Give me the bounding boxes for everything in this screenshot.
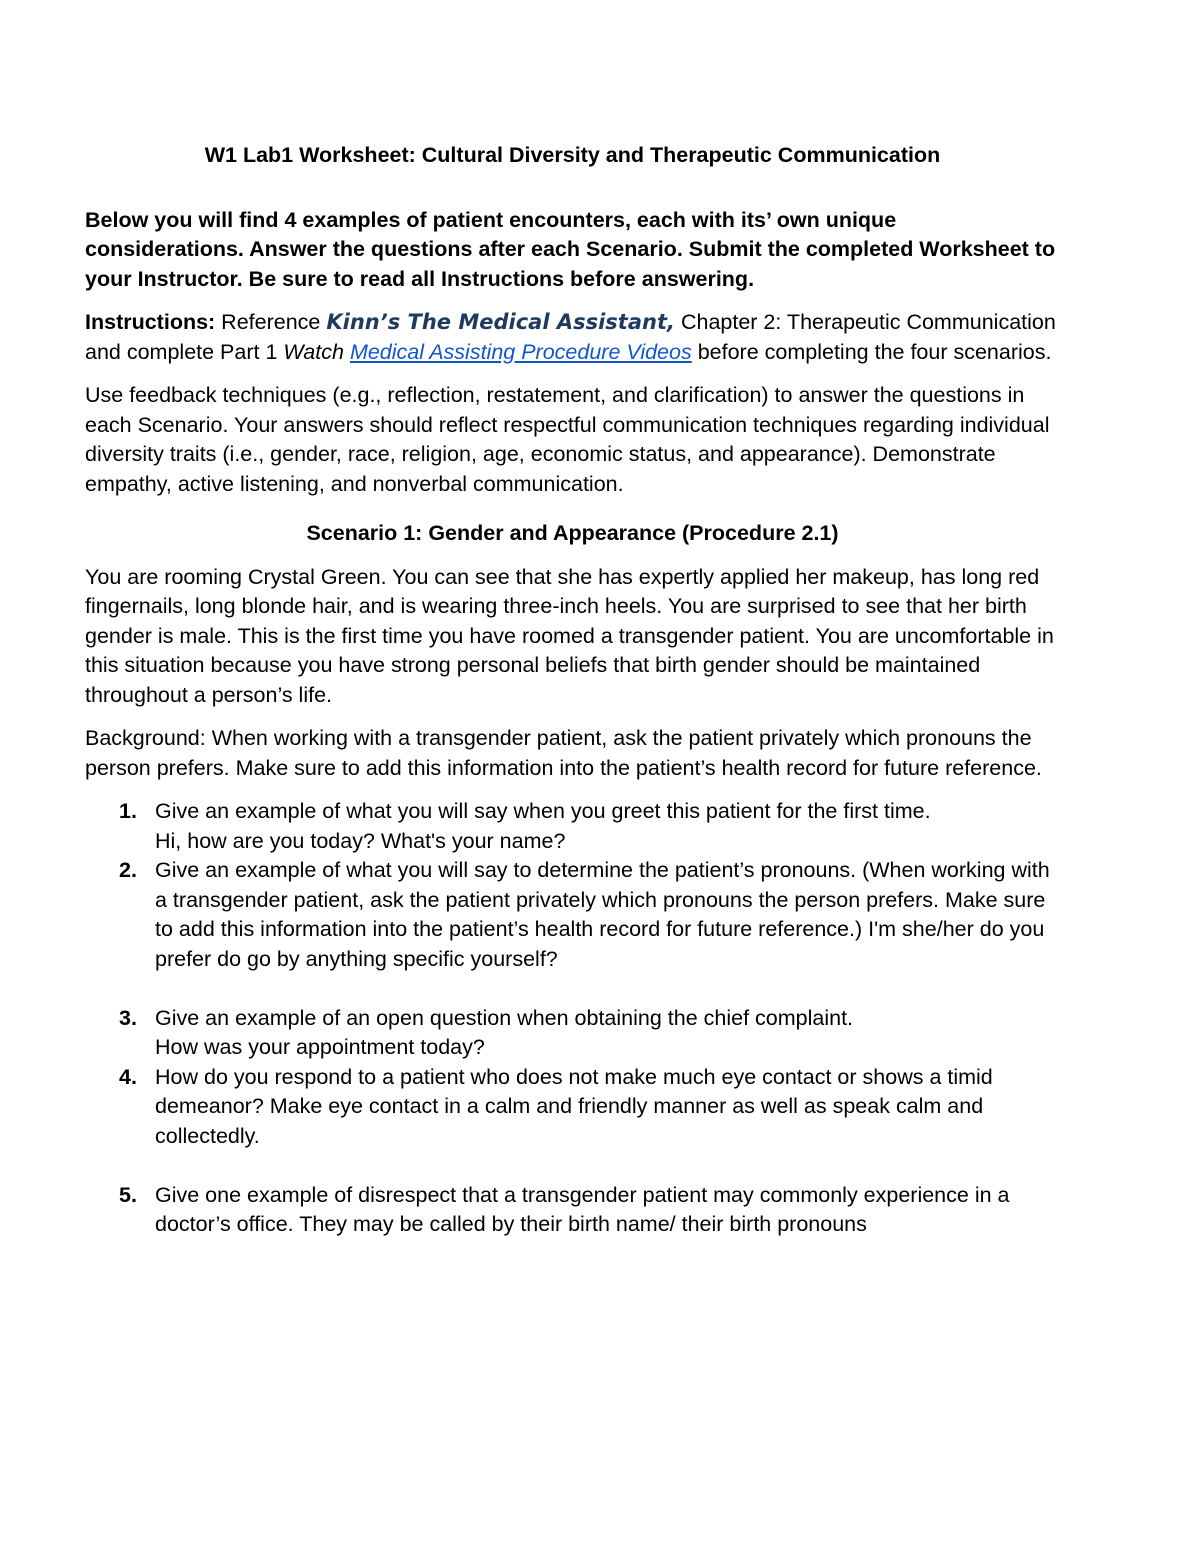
question-item-3 (119, 1004, 1060, 1063)
instructions-paragraph (85, 308, 1060, 367)
intro-paragraph: Below you will find 4 examples of patient encounters, each with its’ own unique considerations. Answer the questions after each Scenario. Submit the completed Worksheet to your Instructor. Be sure to read all Instructions before answering. (85, 207, 1056, 291)
instructions-label: Instructions: (85, 310, 216, 334)
procedure-videos-link[interactable]: Medical Assisting Procedure Videos (349, 339, 692, 364)
answer-text: How was your appointment today? (155, 1035, 485, 1059)
answer-text: Hi, how are you today? What's your name? (155, 828, 566, 853)
instructions-text-1: Reference (215, 310, 327, 334)
question-list (85, 797, 1060, 1240)
scenario-1-background: Background: When working with a transgender patient, ask the patient privately which pronouns the person prefers. Make sure to add this information into the patient’s health record for future reference. (85, 726, 1042, 780)
question-number: 4. (119, 1064, 137, 1089)
instructions-text-3: before completing the four scenarios. (691, 339, 1052, 364)
worksheet-title: W1 Lab1 Worksheet: Cultural Diversity and Therapeutic Communication (204, 143, 941, 167)
question-text: Give an example of an open question when obtaining the chief complaint. (155, 1005, 854, 1030)
question-text: Give one example of disrespect that a transgender patient may commonly experience in a doctor’s office. They may be called by their birth name/ their birth pronouns (155, 1182, 1010, 1236)
scenario-1-description: You are rooming Crystal Green. You can see that she has expertly applied her makeup, has long red fingernails, long blonde hair, and is wearing three-inch heels. You are surprised to see that her birth gender is male. This is the first time you have roomed a transgender patient. You are uncomfortable in this situation because you have strong personal beliefs that birth gender should be maintained throughout a person’s life. (85, 564, 1054, 707)
question-number: 2. (119, 858, 137, 882)
instructions-text-2: Chapter 2: Therapeutic Communication and complete Part 1 (85, 310, 1056, 364)
scenario-1-heading: Scenario 1: Gender and Appearance (Procedure 2.1) (306, 521, 839, 545)
watch-word: Watch (283, 339, 344, 364)
question-item-2 (119, 856, 1060, 974)
question-text: Give an example of what you will say when you greet this patient for the first time. (155, 799, 931, 823)
question-number: 1. (119, 799, 137, 823)
question-number: 5. (119, 1182, 137, 1207)
question-number: 3. (119, 1005, 137, 1030)
question-text: Give an example of what you will say to determine the patient’s pronouns. (When working with a transgender patient, ask the patient privately which pronouns the person prefers. Make sure to add this information into the patient’s health record for future reference.) I'm she/her do you prefer do go by anything specific yourself? (155, 858, 1050, 971)
book-title: Kinn’s The Medical Assistant, (326, 310, 675, 334)
question-item-5 (119, 1181, 1060, 1240)
question-text: How do you respond to a patient who does not make much eye contact or shows a timid demeanor? Make eye contact in a calm and friendly manner as well as speak calm and collectedly. (155, 1064, 993, 1148)
question-item-1 (119, 797, 1060, 856)
question-item-4 (119, 1063, 1060, 1152)
feedback-paragraph: Use feedback techniques (e.g., reflection, restatement, and clarification) to answer the questions in each Scenario. Your answers should reflect respectful communication techniques regarding individual diversity traits (i.e., gender, race, religion, age, economic status, and appearance). Demonstrate empathy, active listening, and nonverbal communication. (85, 383, 1050, 496)
